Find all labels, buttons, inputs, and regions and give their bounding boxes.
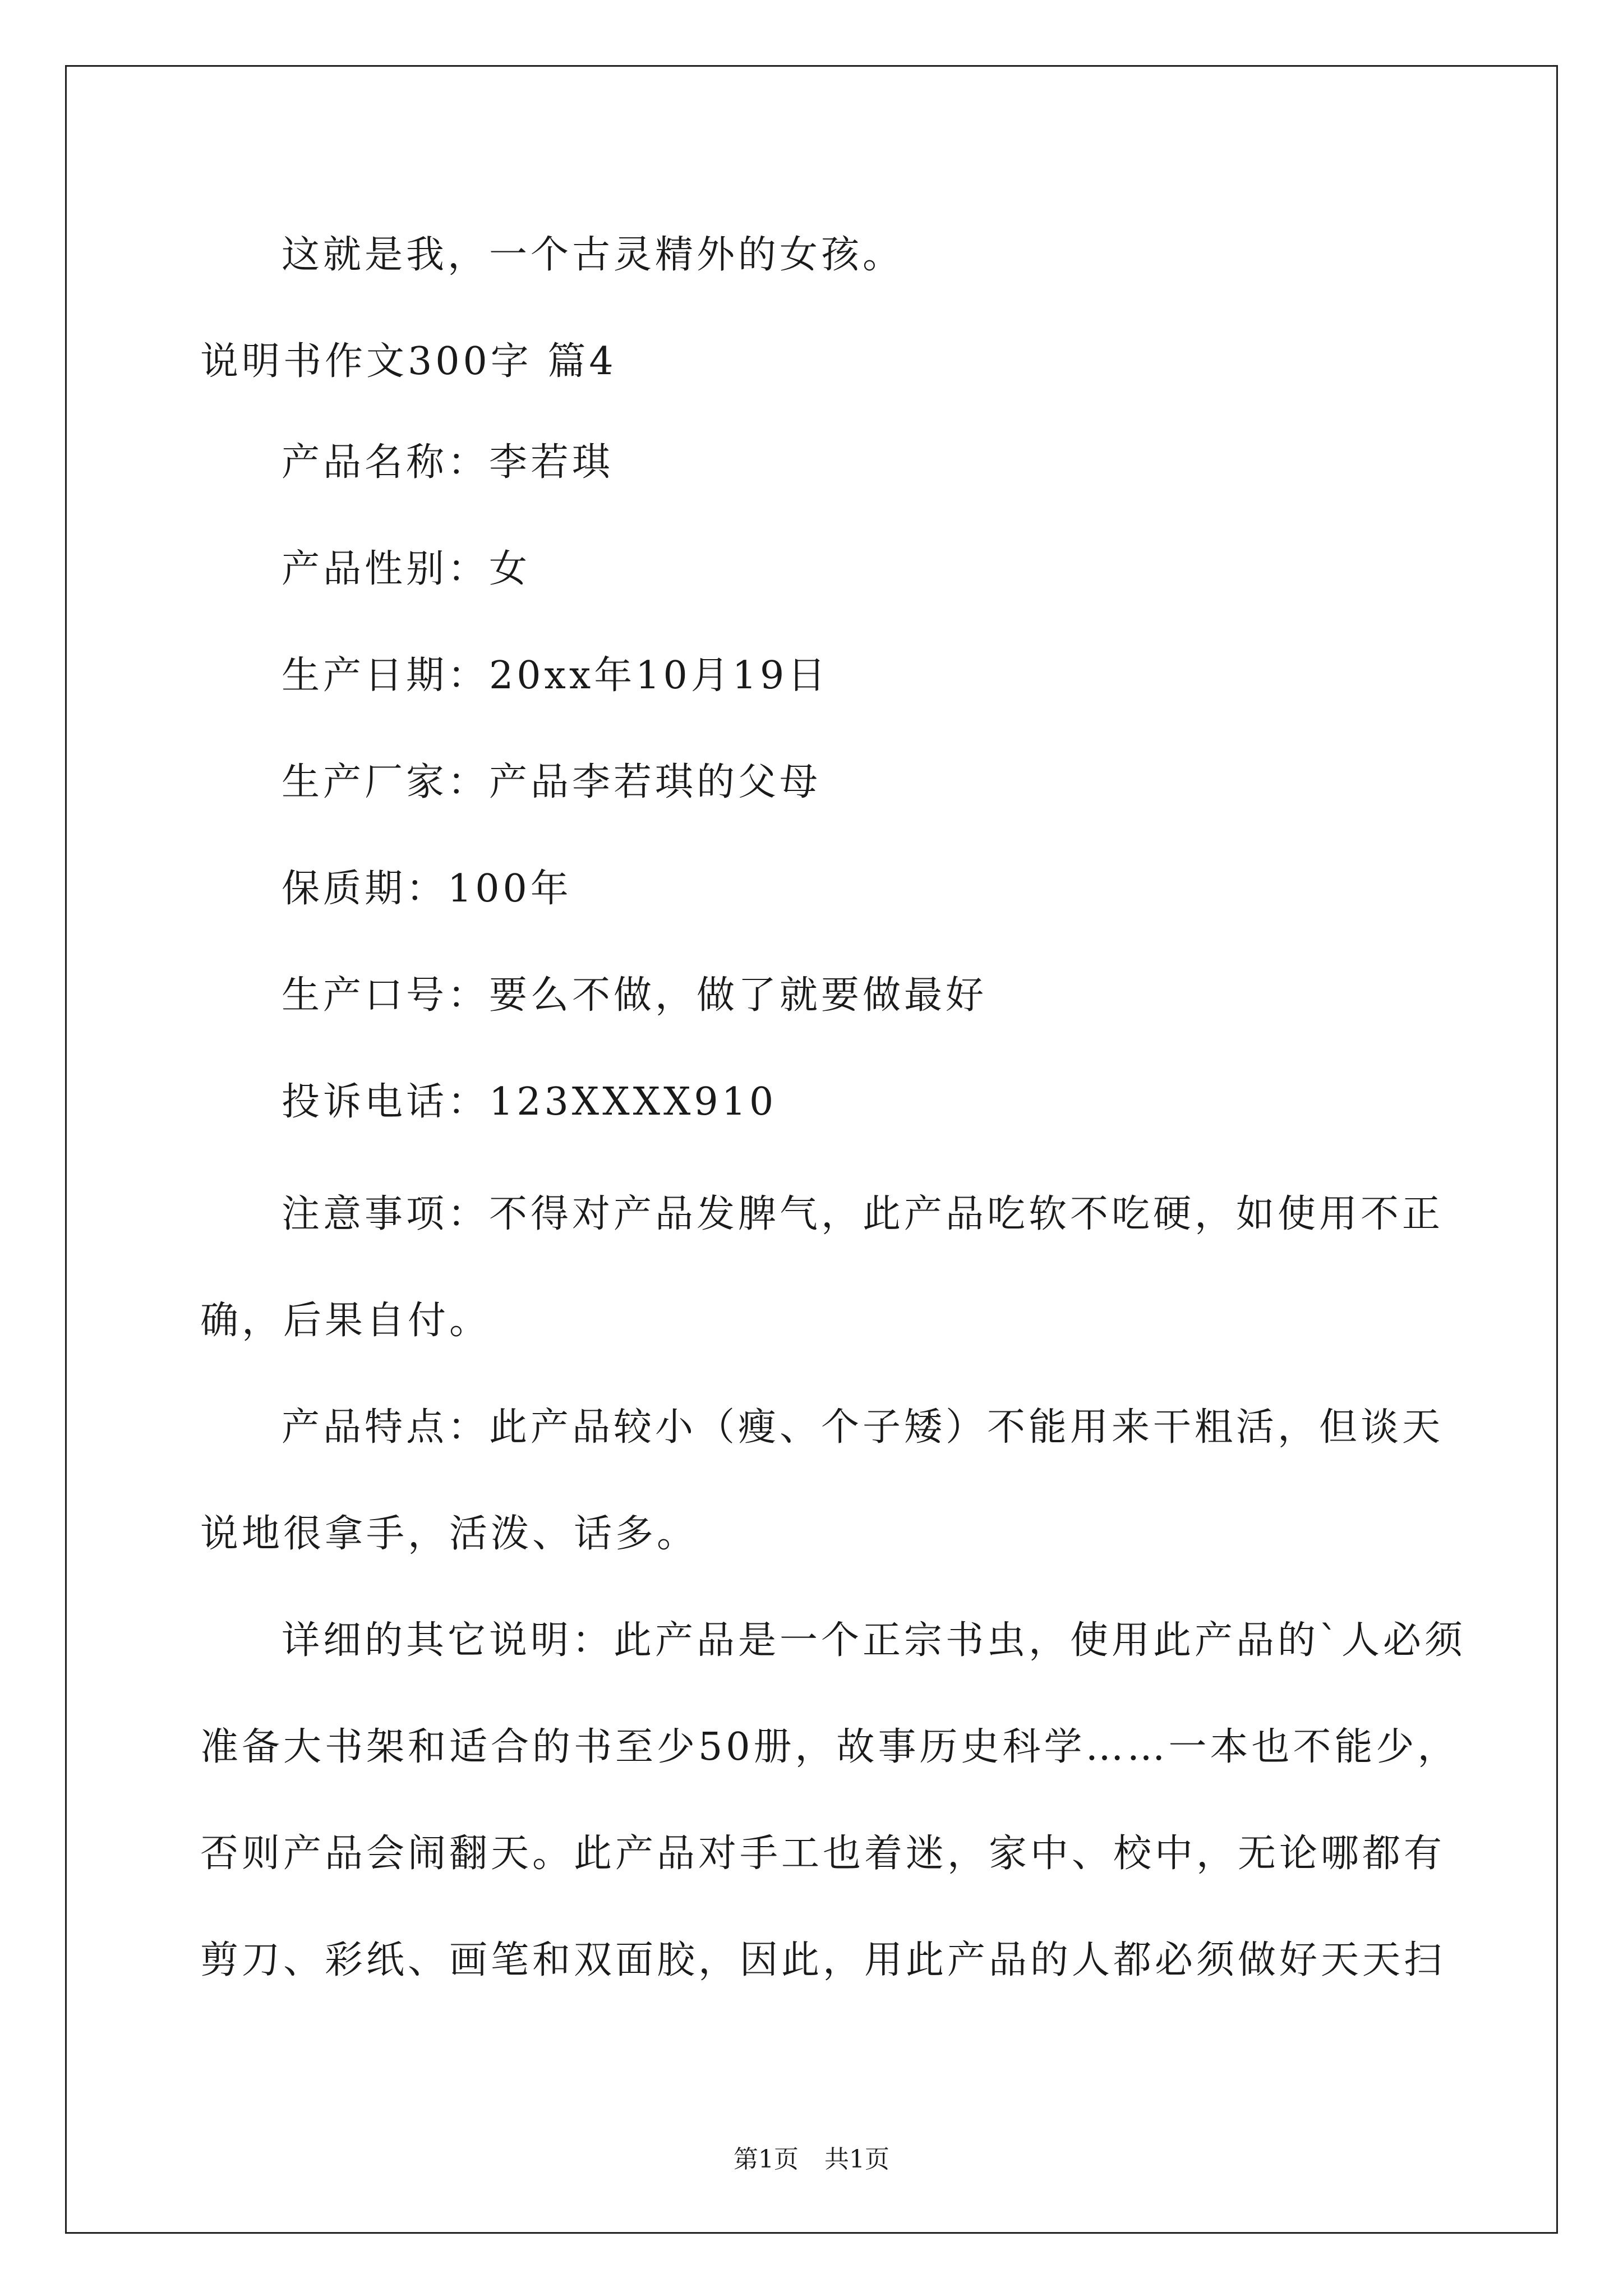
page-total: 共1页 [824,2145,889,2174]
page-number: 第1页 [734,2145,799,2174]
paragraph-line: 准备大书架和适合的书至少50册，故事历史科学……一本也不能少， [200,1725,1459,1769]
page-border [65,65,1558,2234]
paragraph-line: 生产日期：20xx年10月19日 [282,654,829,698]
paragraph-line: 生产厂家：产品李若琪的父母 [282,760,822,804]
paragraph-line: 产品特点：此产品较小（瘦、个子矮）不能用来干粗活，但谈天 [282,1405,1444,1450]
paragraph-line: 产品名称：李若琪 [282,440,614,485]
paragraph-line: 确，后果自付。 [200,1299,491,1343]
paragraph-line: 说地很拿手，活泼、话多。 [200,1512,699,1556]
paragraph-line: 这就是我，一个古灵精外的女孩。 [282,233,905,277]
paragraph-line: 投诉电话：123XXXX910 [282,1080,777,1124]
paragraph-line: 注意事项：不得对产品发脾气，此产品吃软不吃硬，如使用不正 [282,1192,1444,1236]
section-heading: 说明书作文300字 篇4 [200,339,617,384]
paragraph-line: 保质期：100年 [282,867,572,911]
paragraph-line: 产品性别：女 [282,547,531,591]
page-footer [0,2143,1623,2177]
paragraph-line: 否则产品会闹翻天。此产品对手工也着迷，家中、校中，无论哪都有 [200,1832,1446,1876]
paragraph-line: 生产口号：要么不做，做了就要做最好 [282,973,988,1018]
paragraph-line: 剪刀、彩纸、画笔和双面胶，因此，用此产品的人都必须做好天天扫 [200,1938,1446,1982]
paragraph-line: 详细的其它说明：此产品是一个正宗书虫，使用此产品的`人必须 [282,1618,1467,1663]
